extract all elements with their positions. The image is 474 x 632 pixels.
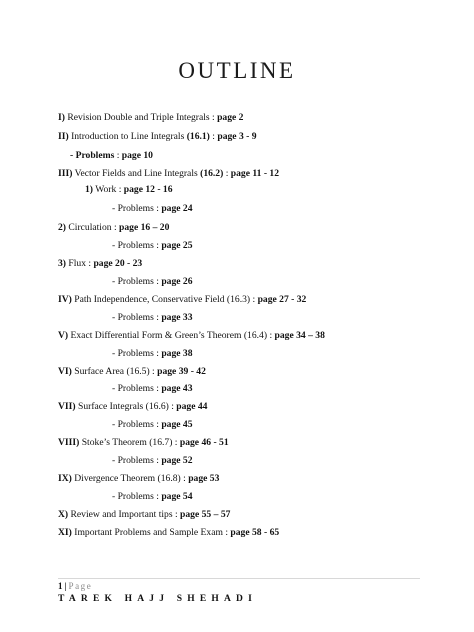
footer-divider (58, 578, 420, 579)
toc-entry: 3) Flux : page 20 - 23 (58, 258, 143, 269)
toc-entry: VII) Surface Integrals (16.6) : page 44 (58, 401, 208, 412)
page-title: OUTLINE (178, 58, 296, 83)
toc-entry: I) Revision Double and Triple Integrals : page 2 (58, 112, 244, 123)
toc-entry: X) Review and Important tips : page 55 – 57 (58, 509, 231, 520)
toc-entry: - Problems : page 25 (112, 240, 193, 251)
footer-page-number: 1 | Page (58, 581, 93, 591)
toc-entry: 2) Circulation : page 16 – 20 (58, 222, 170, 233)
toc-entry: - Problems : page 33 (112, 312, 193, 323)
toc-entry: IV) Path Independence, Conservative Field (16.3) : page 27 - 32 (58, 294, 307, 305)
toc-entry: - Problems : page 24 (112, 203, 193, 214)
toc-entry: - Problems : page 45 (112, 419, 193, 430)
toc-entry: - Problems : page 10 (70, 150, 153, 161)
toc-entry: IX) Divergence Theorem (16.8) : page 53 (58, 473, 220, 484)
toc-entry: XI) Important Problems and Sample Exam : page 58 - 65 (58, 527, 280, 538)
toc-entry: V) Exact Differential Form & Green’s Theorem (16.4) : page 34 – 38 (58, 330, 325, 341)
toc-entry: VI) Surface Area (16.5) : page 39 - 42 (58, 366, 206, 377)
toc-entry: 1) Work : page 12 - 16 (85, 184, 173, 195)
toc-entry: - Problems : page 38 (112, 348, 193, 359)
footer-author: TAREK HAJJ SHEHADI (58, 594, 257, 604)
toc-entry: - Problems : page 26 (112, 276, 193, 287)
toc-entry: - Problems : page 54 (112, 491, 193, 502)
toc-entry: - Problems : page 43 (112, 383, 193, 394)
toc-entry: VIII) Stoke’s Theorem (16.7) : page 46 - 51 (58, 437, 229, 448)
toc-entry: II) Introduction to Line Integrals (16.1) : page 3 - 9 (58, 131, 257, 142)
toc-entry: - Problems : page 52 (112, 455, 193, 466)
toc-entry: III) Vector Fields and Line Integrals (16.2) : page 11 - 12 (58, 168, 280, 179)
